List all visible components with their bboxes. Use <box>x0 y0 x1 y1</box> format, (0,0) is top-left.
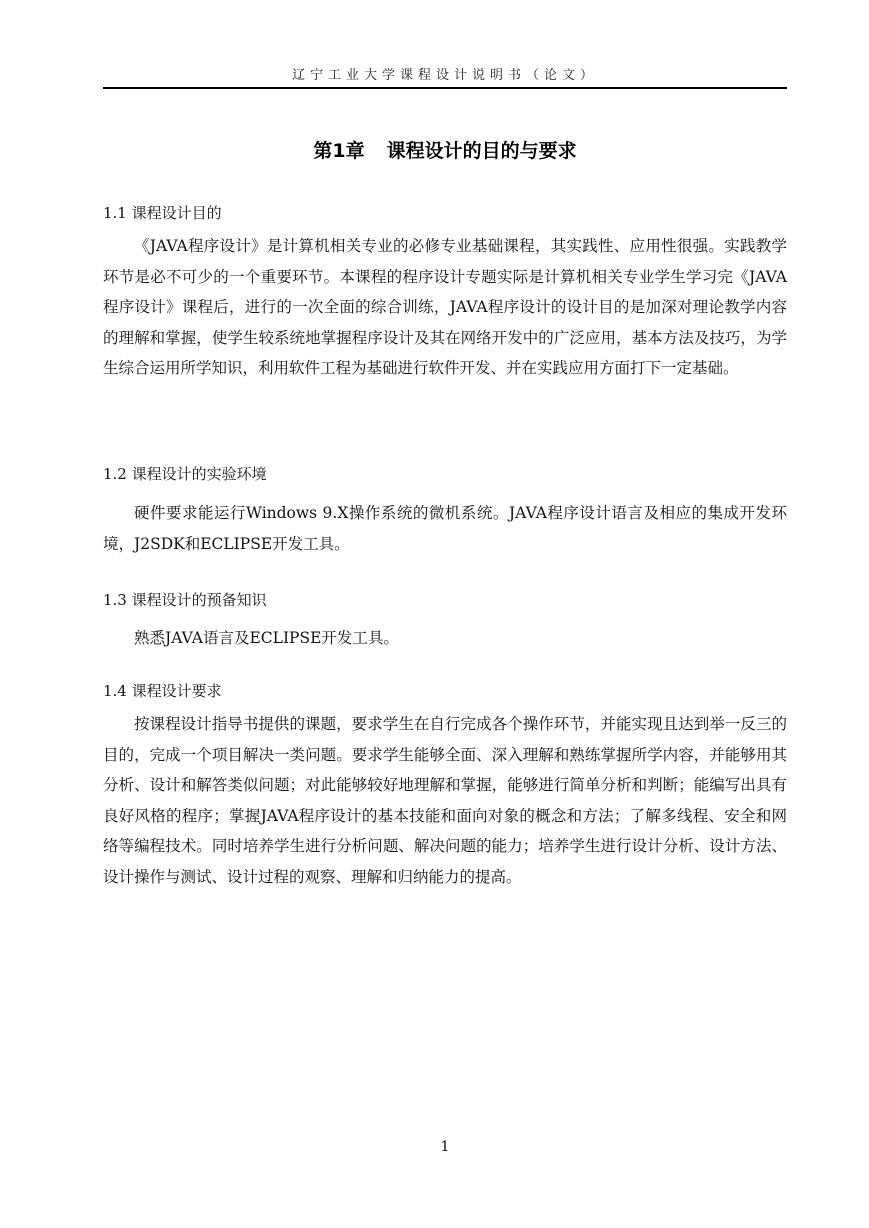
section-heading-1-2: 1.2 课程设计的实验环境 <box>103 465 267 483</box>
section-paragraph-1-2: 硬件要求能运行Windows 9.X操作系统的微机系统。JAVA程序设计语言及相应的集成开发环境，J2SDK和ECLIPSE开发工具。 <box>103 504 787 553</box>
chapter-number: 第1章 <box>313 140 365 162</box>
chapter-title <box>103 136 787 163</box>
running-header: 辽宁工业大学课程设计说明书（论文） <box>291 68 598 83</box>
section-paragraph-1-4: 按课程设计指导书提供的课题，要求学生在自行完成各个操作环节，并能实现且达到举一反三的目的，完成一个项目解决一类问题。要求学生能够全面、深入理解和熟练掌握所学内容，并能够用其分析、设计和解答类似问题；对此能够较好地理解和掌握，能够进行简单分析和判断；能编写出具有良好风格的程序；掌握JAVA程序设计的基本技能和面向对象的概念和方法；了解多线程、安全和网络等编程技术。同时培养学生进行分析问题、解决问题的能力；培养学生进行设计分析、设计方法、设计操作与测试、设计过程的观察、理解和归纳能力的提高。 <box>103 715 787 886</box>
section-heading-1-1: 1.1 课程设计目的 <box>103 204 222 222</box>
section-heading-1-4: 1.4 课程设计要求 <box>103 682 222 700</box>
section-heading-1-3: 1.3 课程设计的预备知识 <box>103 591 267 609</box>
header-rule <box>103 87 787 89</box>
section-paragraph-1-1: 《JAVA程序设计》是计算机相关专业的必修专业基础课程，其实践性、应用性很强。实践教学环节是必不可少的一个重要环节。本课程的程序设计专题实际是计算机相关专业学生学习完《JAVA程序设计》课程后，进行的一次全面的综合训练，JAVA程序设计的设计目的是加深对理论教学内容的理解和掌握，使学生较系统地掌握程序设计及其在网络开发中的广泛应用，基本方法及技巧，为学生综合运用所学知识，利用软件工程为基础进行软件开发、并在实践应用方面打下一定基础。 <box>103 237 787 377</box>
page-number: 1 <box>440 1139 450 1155</box>
chapter-title-text: 课程设计的目的与要求 <box>386 140 577 162</box>
section-paragraph-1-3: 熟悉JAVA语言及ECLIPSE开发工具。 <box>134 629 399 647</box>
